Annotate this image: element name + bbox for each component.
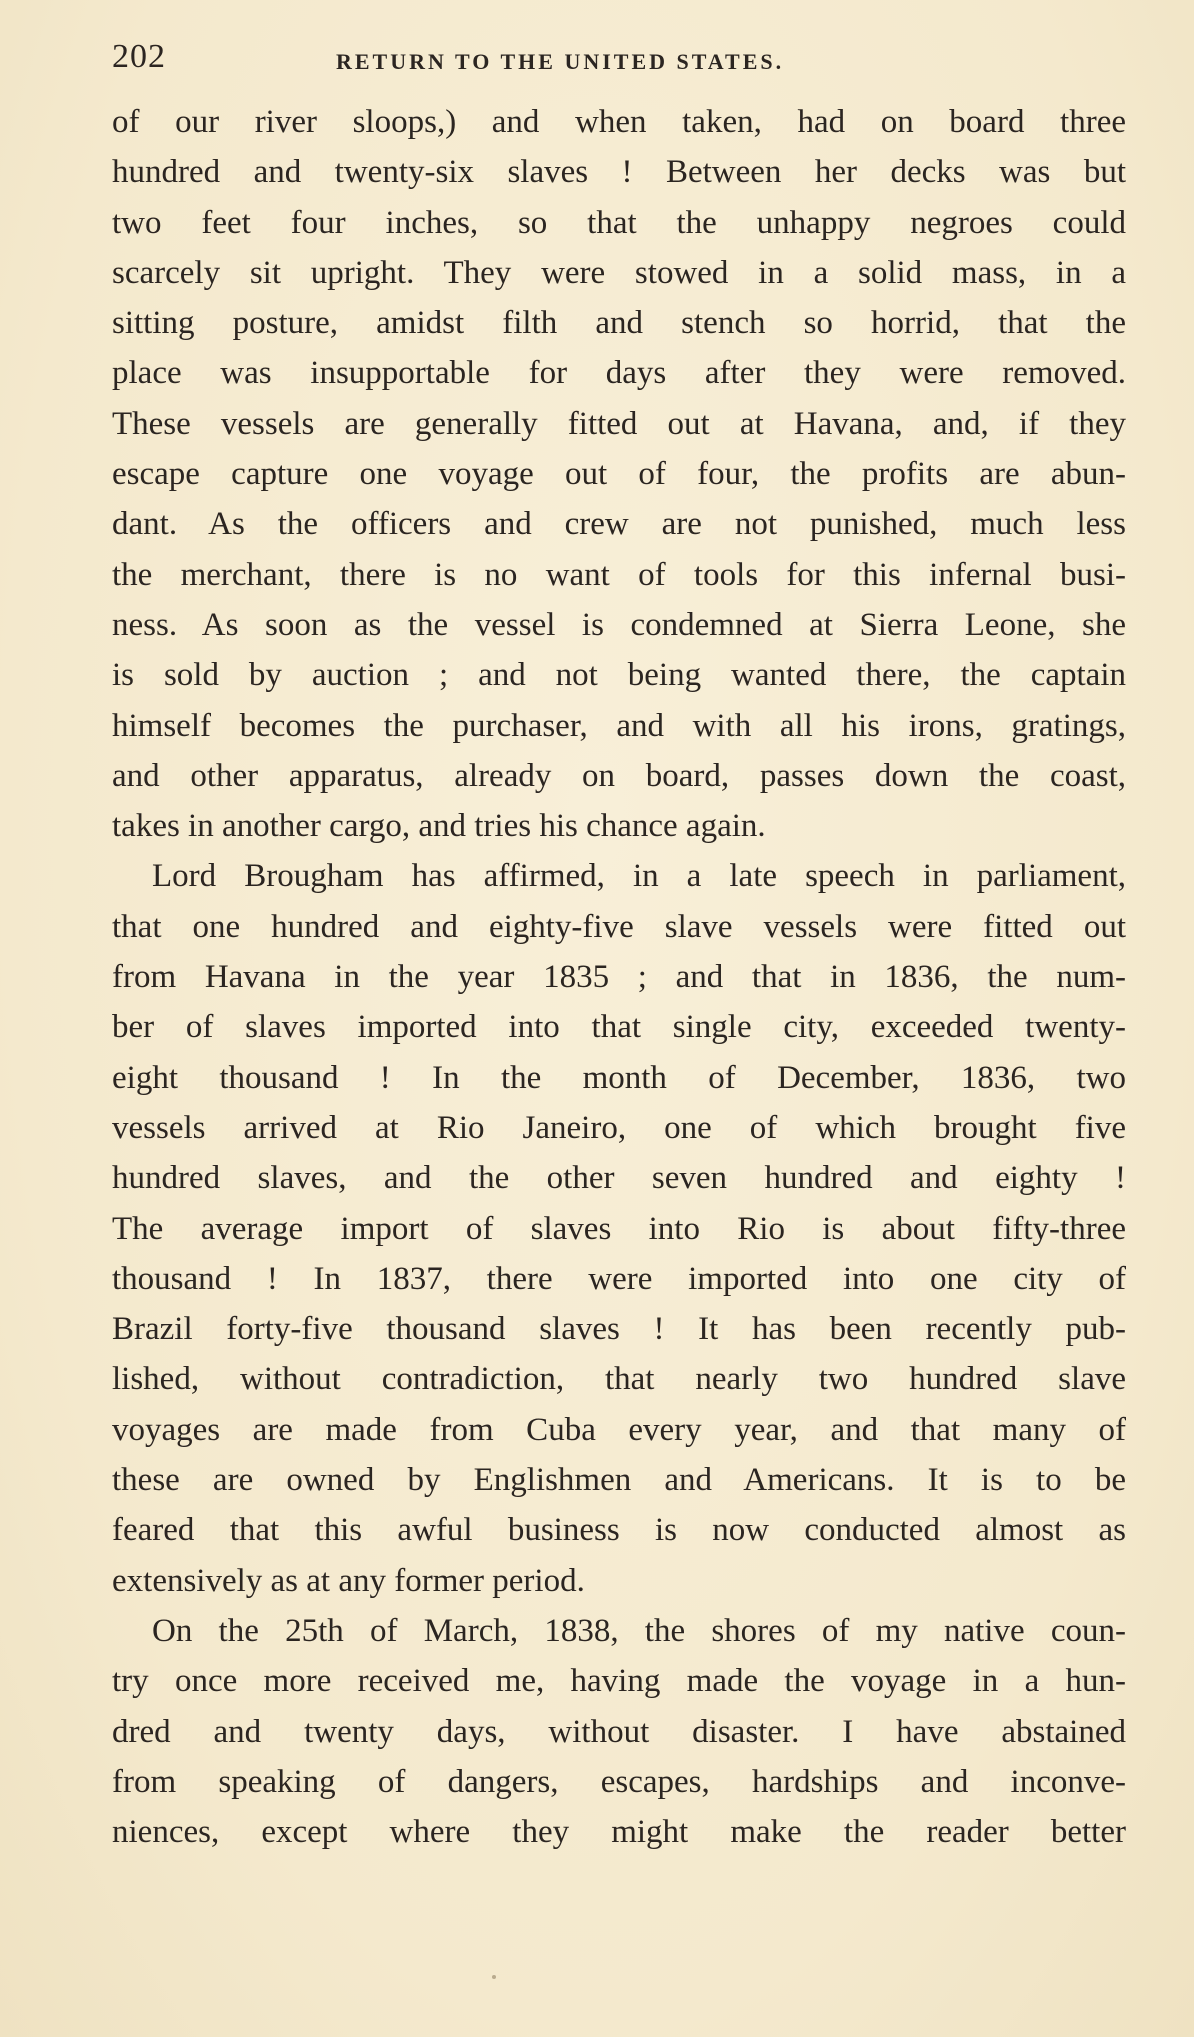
- text-line: hundred slaves, and the other seven hundred and eighty !: [112, 1160, 1126, 1197]
- text-line: ness. As soon as the vessel is condemned at Sierra Leone, she: [112, 606, 1126, 643]
- text-line: two feet four inches, so that the unhappy negroes could: [112, 204, 1126, 241]
- text-line: of our river sloops,) and when taken, had on board three: [112, 104, 1126, 140]
- page-number: 202: [112, 38, 166, 75]
- text-line: scarcely sit upright. They were stowed in a solid mass, in a: [112, 254, 1126, 291]
- body-text: [112, 97, 1126, 1857]
- text-line: voyages are made from Cuba every year, and that many of: [112, 1411, 1126, 1448]
- text-line: these are owned by Englishmen and Americans. It is to be: [112, 1462, 1126, 1499]
- text-line: escape capture one voyage out of four, the profits are abun-: [112, 456, 1126, 493]
- text-line: On the 25th of March, 1838, the shores of my native coun-: [152, 1612, 1126, 1649]
- text-line: try once more received me, having made the voyage in a hun-: [112, 1663, 1126, 1700]
- text-line: ber of slaves imported into that single city, exceeded twenty-: [112, 1009, 1126, 1046]
- paper-speck: [492, 1975, 496, 1979]
- running-title: RETURN TO THE UNITED STATES.: [336, 49, 785, 74]
- text-line: niences, except where they might make the reader better: [112, 1814, 1126, 1851]
- text-line: The average import of slaves into Rio is about fifty-three: [112, 1210, 1126, 1247]
- text-line: dant. As the officers and crew are not punished, much less: [112, 506, 1126, 543]
- text-line: that one hundred and eighty-five slave vessels were fitted out: [112, 908, 1126, 945]
- text-line: lished, without contradiction, that nearly two hundred slave: [112, 1361, 1126, 1398]
- text-line: hundred and twenty-six slaves ! Between her decks was but: [112, 154, 1126, 191]
- text-line: takes in another cargo, and tries his chance again.: [112, 808, 766, 845]
- text-line: sitting posture, amidst filth and stench so horrid, that the: [112, 305, 1126, 342]
- text-line: the merchant, there is no want of tools for this infernal busi-: [112, 556, 1126, 593]
- text-line: extensively as at any former period.: [112, 1562, 585, 1599]
- text-line: from Havana in the year 1835 ; and that in 1836, the num-: [112, 959, 1126, 996]
- text-line: dred and twenty days, without disaster. I have abstained: [112, 1713, 1126, 1750]
- page-header: [112, 38, 1112, 88]
- text-line: feared that this awful business is now conducted almost as: [112, 1512, 1126, 1549]
- text-line: thousand ! In 1837, there were imported into one city of: [112, 1260, 1126, 1297]
- text-line: is sold by auction ; and not being wanted there, the captain: [112, 657, 1126, 694]
- text-line: Lord Brougham has affirmed, in a late speech in parliament,: [152, 858, 1126, 895]
- text-line: Brazil forty-five thousand slaves ! It has been recently pub-: [112, 1311, 1126, 1348]
- text-line: These vessels are generally fitted out at Havana, and, if they: [112, 405, 1126, 442]
- text-line: eight thousand ! In the month of December, 1836, two: [112, 1059, 1126, 1096]
- text-line: and other apparatus, already on board, passes down the coast,: [112, 757, 1126, 794]
- text-line: from speaking of dangers, escapes, hardships and inconve-: [112, 1763, 1126, 1800]
- text-line: vessels arrived at Rio Janeiro, one of which brought five: [112, 1109, 1126, 1146]
- text-line: place was insupportable for days after they were removed.: [112, 355, 1126, 392]
- text-line: himself becomes the purchaser, and with all his irons, gratings,: [112, 707, 1126, 744]
